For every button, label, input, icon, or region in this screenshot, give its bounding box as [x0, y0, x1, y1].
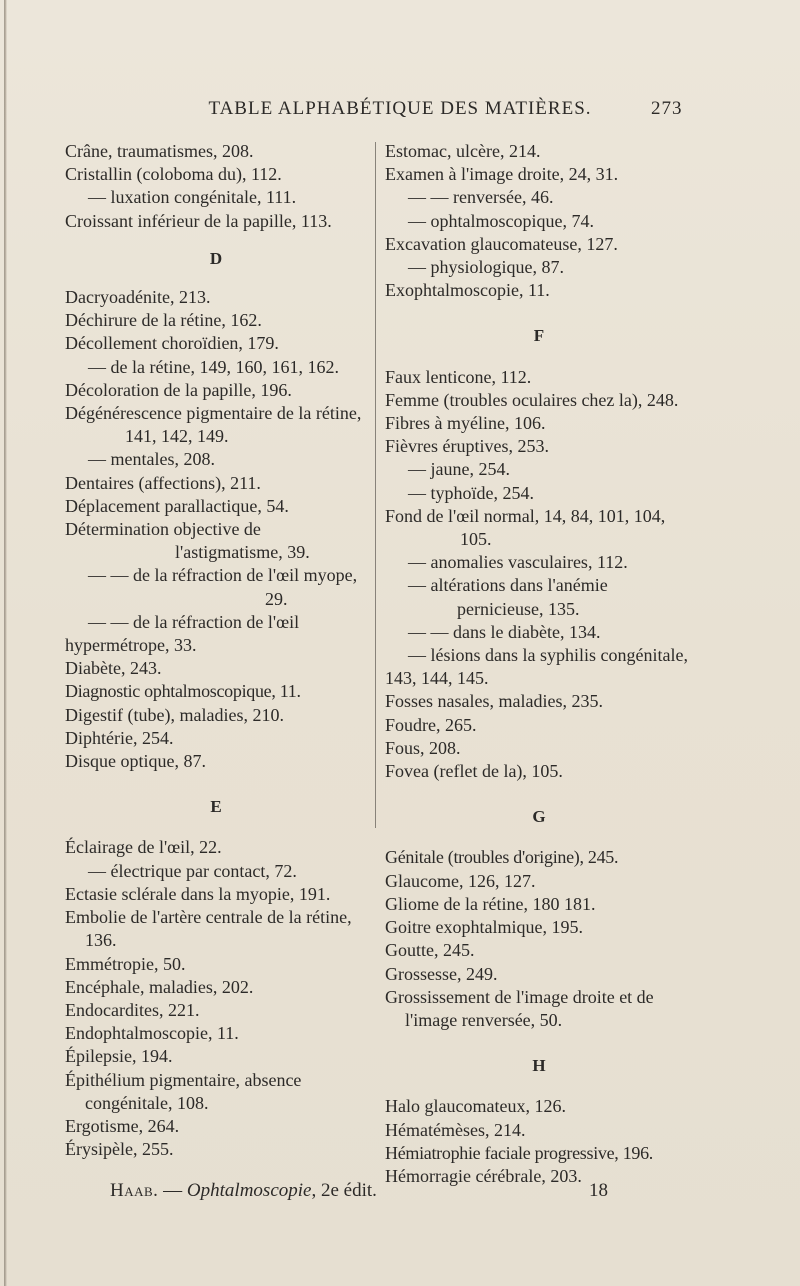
index-entry: Grossesse, 249.: [385, 963, 498, 984]
index-entry: Fovea (reflet de la), 105.: [385, 761, 563, 782]
index-entry: Excavation glaucomateuse, 127.: [385, 233, 618, 254]
section-letter-g: G: [532, 807, 546, 827]
index-entry: Faux lenticone, 112.: [385, 366, 532, 387]
footer-book-title: Ophtalmoscopie: [186, 1180, 312, 1201]
section-letter-d: D: [209, 248, 223, 268]
section-letter-e: E: [210, 797, 222, 817]
index-entry: — luxation congénitale, 111.: [88, 187, 297, 208]
index-entry: — physiologique, 87.: [408, 257, 564, 278]
page-edge-shadow: [4, 0, 7, 1286]
index-entry: — jaune, 254.: [408, 459, 510, 480]
index-entry: Digestif (tube), maladies, 210.: [65, 704, 284, 725]
index-entry: Hémiatrophie faciale progressive, 196.: [385, 1142, 653, 1163]
index-entry: Éclairage de l'œil, 22.: [65, 837, 222, 858]
index-entry: Cristallin (coloboma du), 112.: [65, 164, 282, 185]
index-entry: Femme (troubles oculaires chez la), 248.: [385, 389, 679, 410]
index-entry: Endocardites, 221.: [65, 999, 200, 1020]
index-entry: Décollement choroïdien, 179.: [65, 333, 279, 354]
index-entry: Endophtalmoscopie, 11.: [65, 1023, 239, 1044]
index-entry: Diagnostic ophtalmoscopique, 11.: [65, 681, 301, 702]
index-entry: Dentaires (affections), 211.: [65, 472, 261, 493]
index-entry: Fibres à myéline, 106.: [385, 413, 546, 434]
index-entry: — — dans le diabète, 134.: [408, 621, 601, 642]
index-entry: Estomac, ulcère, 214.: [385, 141, 541, 161]
index-entry: — — de la réfraction de l'œil hypermétrope, 33.: [65, 611, 300, 656]
index-entry: — ophtalmoscopique, 74.: [408, 210, 594, 231]
index-entry: Goitre exophtalmique, 195.: [385, 917, 583, 938]
index-entry: Grossissement de l'image droite et de l'image renversée, 50.: [385, 986, 654, 1030]
index-entry: Génitale (troubles d'origine), 245.: [385, 847, 619, 868]
index-entry: Ectasie sclérale dans la myopie, 191.: [65, 883, 331, 904]
running-header: [0, 94, 800, 124]
column-divider: [375, 142, 376, 828]
index-entry: Encéphale, maladies, 202.: [65, 976, 254, 997]
index-entry: Exophtalmoscopie, 11.: [385, 280, 550, 301]
index-entry: Érysipèle, 255.: [65, 1139, 174, 1160]
index-entry: Dacryoadénite, 213.: [65, 287, 211, 308]
index-entry: Ergotisme, 264.: [65, 1115, 180, 1136]
index-entry: Détermination objective de l'astigmatisme, 39.: [65, 519, 310, 563]
index-entry: Épilepsie, 194.: [65, 1046, 173, 1067]
index-entry: — typhoïde, 254.: [408, 482, 534, 503]
index-entry: — anomalies vasculaires, 112.: [408, 552, 628, 573]
index-entry: Diabète, 243.: [65, 658, 162, 679]
index-entry: Gliome de la rétine, 180 181.: [385, 893, 596, 914]
index-entry: Épithélium pigmentaire, absence congénitale, 108.: [65, 1069, 302, 1113]
page-number: 273: [651, 98, 683, 119]
index-entry: Dégénérescence pigmentaire de la rétine, 141, 142, 149.: [65, 403, 362, 447]
index-entry: Fous, 208.: [385, 737, 461, 758]
index-entry: Foudre, 265.: [385, 714, 477, 735]
index-entry: Goutte, 245.: [385, 940, 475, 961]
index-entry: — électrique par contact, 72.: [88, 860, 297, 881]
index-entry: Hémorragie cérébrale, 203.: [385, 1165, 582, 1186]
header-title: TABLE ALPHABÉTIQUE DES MATIÈRES.: [208, 98, 592, 119]
index-entry: Examen à l'image droite, 24, 31.: [385, 164, 619, 185]
index-entry: Déchirure de la rétine, 162.: [65, 310, 262, 331]
index-entry: Embolie de l'artère centrale de la rétine, 136.: [65, 907, 352, 951]
index-entry: Fièvres éruptives, 253.: [385, 436, 549, 457]
index-entry: Glaucome, 126, 127.: [385, 870, 536, 891]
section-letter-h: H: [532, 1056, 546, 1076]
index-column-right: [385, 140, 693, 1188]
index-entry: Déplacement parallactique, 54.: [65, 495, 289, 516]
footer-dash: —: [158, 1180, 187, 1201]
page-footer: [110, 1180, 630, 1208]
index-entry: Décoloration de la papille, 196.: [65, 379, 292, 400]
index-entry: — — renversée, 46.: [408, 187, 554, 208]
index-column-left: [65, 140, 367, 1161]
index-entry: Disque optique, 87.: [65, 751, 206, 772]
index-entry: — lésions dans la syphilis congénitale, 143, 144, 145.: [385, 645, 688, 689]
index-entry: Crâne, traumatismes, 208.: [65, 141, 254, 161]
index-entry: Hématémèses, 214.: [385, 1119, 526, 1140]
footer-author: Haab.: [110, 1180, 159, 1201]
index-entry: — de la rétine, 149, 160, 161, 162.: [88, 356, 339, 377]
index-entry: — altérations dans l'anémie pernicieuse, 135.: [408, 575, 608, 619]
signature-mark: 18: [589, 1180, 608, 1201]
index-entry: Fosses nasales, maladies, 235.: [385, 691, 603, 712]
index-entry: — — de la réfraction de l'œil myope, 29.: [88, 565, 358, 609]
footer-edition: , 2e édit.: [311, 1180, 377, 1201]
index-entry: — mentales, 208.: [88, 449, 215, 470]
index-entry: Halo glaucomateux, 126.: [385, 1096, 566, 1117]
index-entry: Croissant inférieur de la papille, 113.: [65, 210, 332, 231]
index-entry: Fond de l'œil normal, 14, 84, 101, 104, 105.: [385, 505, 666, 550]
index-entry: Diphtérie, 254.: [65, 727, 174, 748]
index-entry: Emmétropie, 50.: [65, 953, 186, 974]
section-letter-f: F: [533, 326, 545, 346]
